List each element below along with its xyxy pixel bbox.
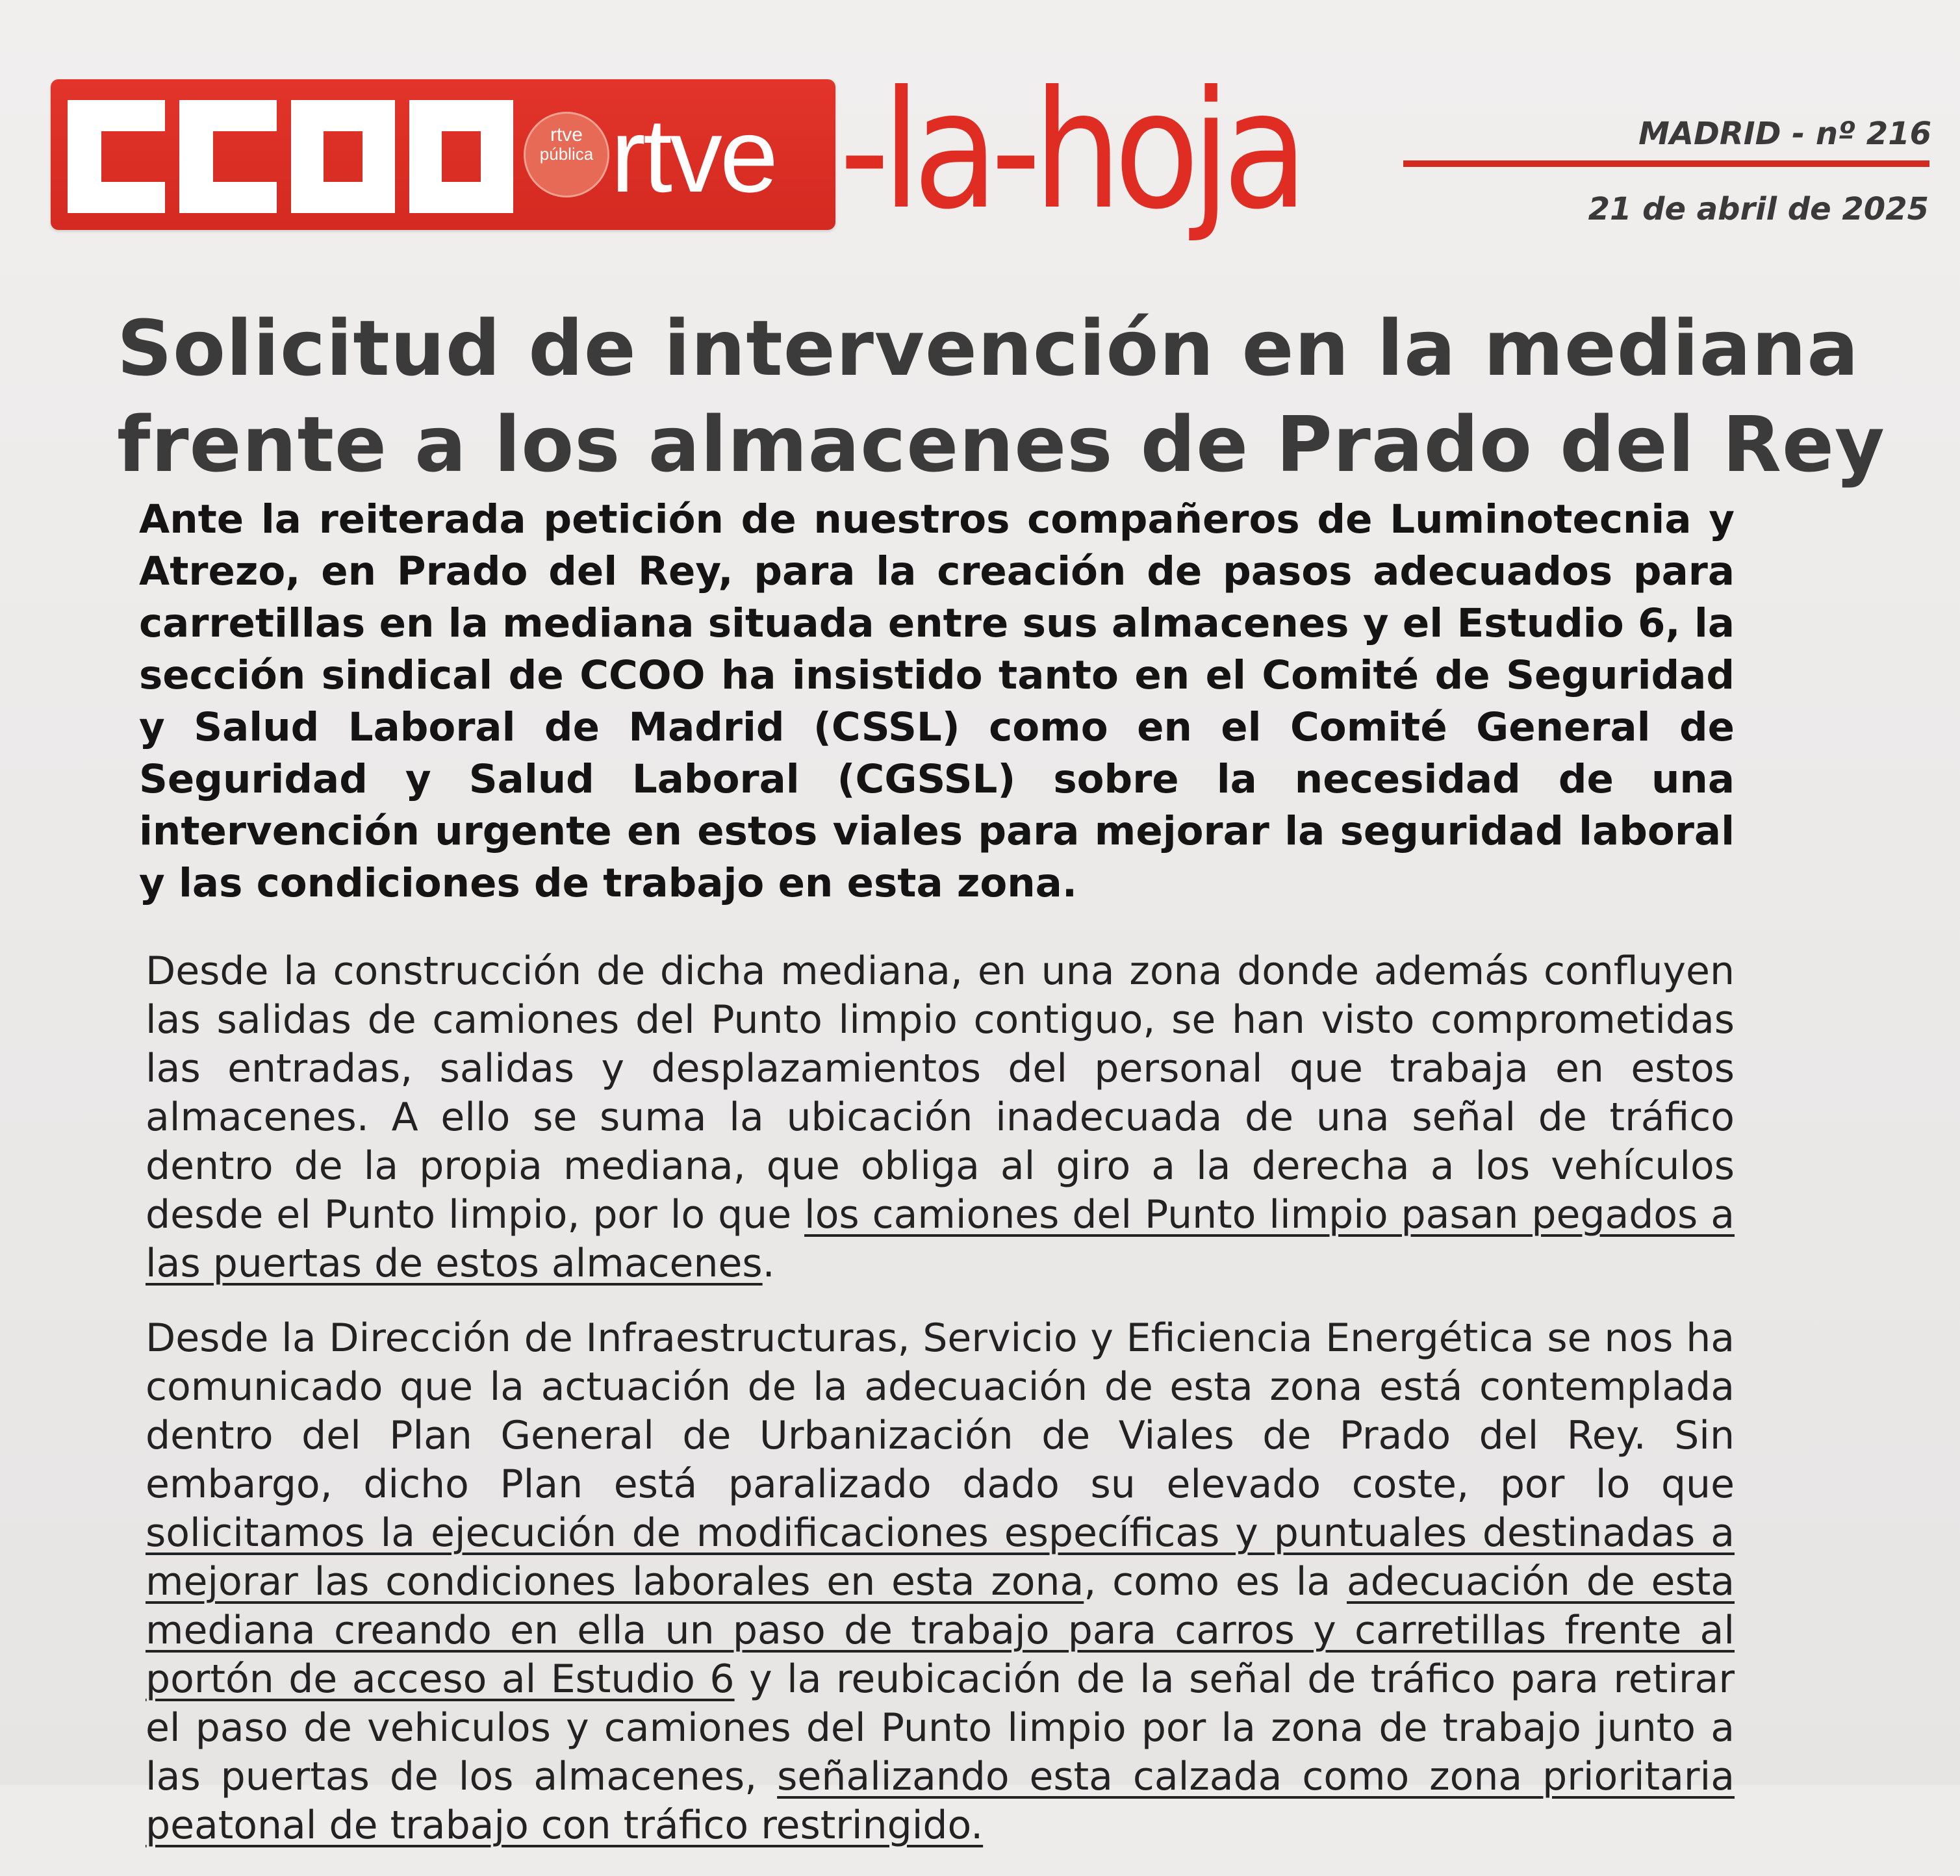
ccoo-logo [68, 95, 522, 218]
issue-number: MADRID - nº 216 [1638, 116, 1931, 152]
paragraph-1-text: Desde la construcción de dicha mediana, en una zona donde además confluyen las salidas de camiones del Punto limpio contiguo, se han visto comprometidas las entradas, salidas y desplazamientos del personal que trabaja en estos almacenes. A ello se suma la ubicación inadecuada de una señal de tráfico dentro de la propia mediana, que obliga al giro a la derecha a los vehículos desde el Punto limpio, por lo que [146, 948, 1735, 1237]
body-paragraph-1 [146, 947, 1735, 1288]
rtve-wordmark: rtve [611, 97, 776, 214]
masthead-rule [1403, 160, 1929, 167]
seal-line-2: pública [539, 144, 594, 164]
paragraph-2-text-1: Desde la Dirección de Infraestructuras, Servicio y Eficiencia Energética se nos ha comunicado que la actuación de la adecuación de esta zona está contemplada dentro del Plan General de Urbanización de Viales de Prado del Rey. Sin embargo, dicho Plan está paralizado dado su elevado coste, por lo que [146, 1315, 1735, 1507]
article-headline [117, 300, 1885, 492]
article-body [139, 494, 1735, 1876]
paragraph-2-text-2: , como es la [1084, 1559, 1347, 1604]
rtve-publica-seal [524, 112, 609, 197]
masthead [0, 0, 1960, 279]
paragraph-1-underlined: los camiones del Punto limpio pasan pegados a las puertas de estos almacenes [146, 1192, 1735, 1286]
issue-date: 21 de abril de 2025 [1588, 191, 1929, 227]
body-paragraph-2 [146, 1314, 1735, 1850]
seal-line-1: rtve [550, 124, 583, 146]
paragraph-2-text-3: y la reubicación de la señal de tráfico para retirar el paso de vehiculos y camiones del Punto limpio por la zona de trabajo junto a las puertas de los almacenes, [146, 1656, 1735, 1799]
paragraph-1-end: . [762, 1241, 775, 1286]
lead-paragraph: Ante la reiterada petición de nuestros compañeros de Luminotecnia y Atrezo, en Prado del Rey, para la creación de pasos adecuados para carretillas en la mediana situada entre sus almacenes y el Estudio 6, la sección sindical de CCOO ha insistido tanto en el Comité de Seguridad y Salud Laboral de Madrid (CSSL) como en el Comité General de Seguridad y Salud Laboral (CGSSL) sobre la necesidad de una intervención urgente en estos viales para mejorar la seguridad laboral y las condiciones de trabajo en esta zona. [139, 496, 1735, 906]
paragraph-2-underlined-1: solicitamos la ejecución de modificaciones específicas y puntuales destinadas a mejorar las condiciones laborales en esta zona [146, 1510, 1735, 1604]
paragraph-2-underlined-2: adecuación de esta mediana creando en ella un paso de trabajo para carros y carretillas frente al portón de acceso al Estudio 6 [146, 1559, 1735, 1702]
headline-line-2: frente a los almacenes de Prado del Rey [117, 399, 1885, 489]
publication-title: -la-hoja [839, 56, 1301, 245]
headline-line-1: Solicitud de intervención en la mediana [117, 303, 1859, 393]
paragraph-2-underlined-3: señalizando esta calzada como zona prioritaria peatonal de trabajo con tráfico restringido. [146, 1754, 1735, 1848]
